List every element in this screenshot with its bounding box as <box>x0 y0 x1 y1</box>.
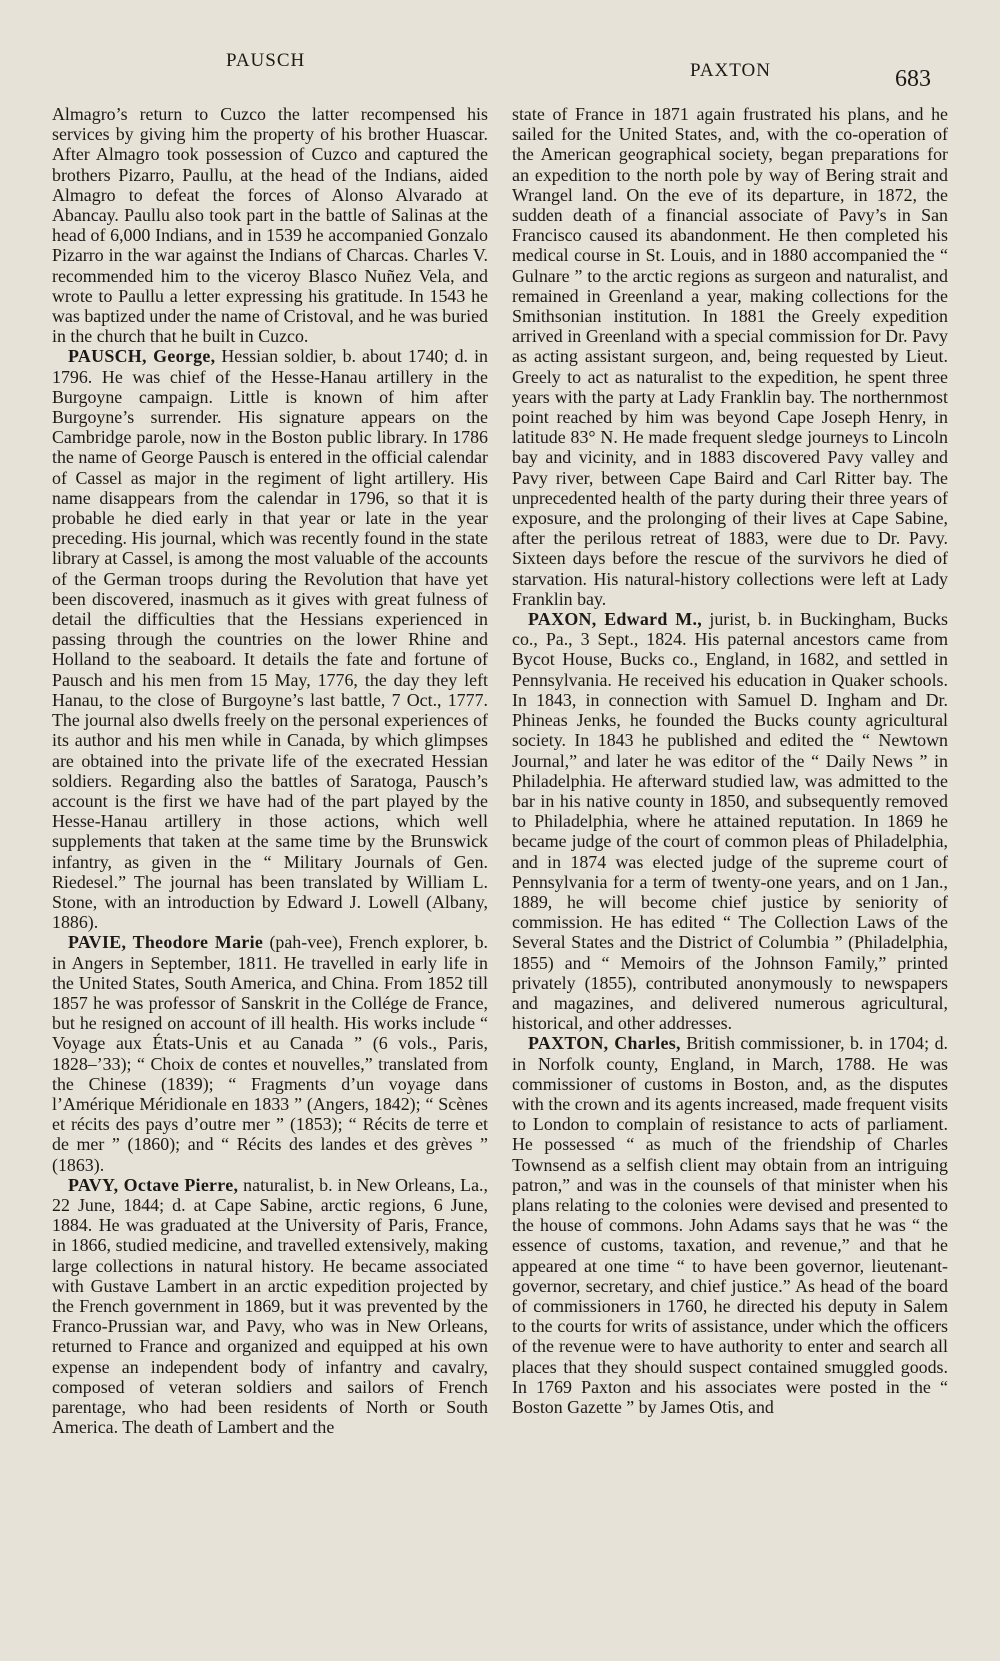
entry-paxon <box>512 609 948 1033</box>
running-head-right: PAXTON <box>690 60 771 81</box>
entry-heading-paxon: PAXON, Edward M., <box>528 609 703 630</box>
entry-text-pausch: Hessian soldier, b. about 1740; d. in 1796. He was chief of the Hesse-Hanau artillery in the Burgoyne campaign. Little is known of him after Burgoyne’s surrender. His signature appears on the Cambridge parole, now in the Boston public library. In 1786 the name of George Pausch is entered in the official calendar of Cassel as major in the regiment of light artillery. His name disappears from the calendar in 1796, so that it is probable he died early in that year or late in the year preceding. His journal, which was recently found in the state library at Cassel, is among the most valuable of the accounts of the German troops during the Revolution that have yet been discovered, inasmuch as it gives with great fulness of detail the difficulties that the Hessians experienced in passing through the countries on the lower Rhine and Holland to the seaboard. It details the fate and fortune of Pausch and his men from 15 May, 1776, the day they left Hanau, to the close of Burgoyne’s last battle, 7 Oct., 1777. The journal also dwells freely on the personal experiences of its author and his men while in Canada, by which glimpses are obtained into the private life of the execrated Hessian soldiers. Regarding also the battles of Saratoga, Pausch’s account is the first we have had of the part played by the Hesse-Hanau artillery in those actions, which well supplements that taken at the same time by the Brunswick infantry, as given in the “ Military Journals of Gen. Riedesel.” The journal has been translated by William L. Stone, with an introduction by Edward J. Lowell (Albany, 1886). <box>52 346 488 933</box>
right-column <box>512 104 948 1417</box>
entry-heading-pavie: PAVIE, Theodore Marie <box>68 932 264 953</box>
entry-heading-paxton: PAXTON, Charles, <box>528 1033 681 1054</box>
entry-pavy <box>52 1175 488 1438</box>
running-head-left: PAUSCH <box>226 50 306 71</box>
entry-heading-pausch: PAUSCH, George, <box>68 346 216 367</box>
entry-continuation-pavy: state of France in 1871 again frustrated his plans, and he sailed for the United States, and, with the co-operation of the American geographical society, began preparations for an expedition to the north pole by way of Bering strait and Wrangel land. On the eve of its departure, in 1872, the sudden death of a financial associate of Pavy’s in San Francisco caused its abandonment. He then completed his medical course in St. Louis, and in 1880 accompanied the “ Gulnare ” to the arctic regions as surgeon and naturalist, and remained in Greenland a year, making collections for the Smithsonian institution. In 1881 the Greely expedition arrived in Greenland with a special commission for Dr. Pavy as acting assistant surgeon, and, being requested by Lieut. Greely to act as naturalist to the expedition, he spent three years with the party at Lady Franklin bay. The northernmost point reached by him was beyond Cape Joseph Henry, in latitude 83° N. He made frequent sledge journeys to Lincoln bay and vicinity, and in 1883 discovered Pavy valley and Pavy river, between Cape Baird and Carl Ritter bay. The unprecedented health of the party during their three years of exposure, and the prolonging of their lives at Cape Sabine, after the perilous retreat of 1883, were due to Dr. Pavy. Sixteen days before the rescue of the survivors he died of starvation. His natural-history collections were left at Lady Franklin bay. <box>512 104 948 609</box>
entry-continuation-paullu: Almagro’s return to Cuzco the latter recompensed his services by giving him the property of his brother Huascar. After Almagro took possession of Cuzco and captured the brothers Pizarro, Paullu, at the head of the Indians, aided Almagro to defeat the forces of Alonso Alvarado at Abancay. Paullu also took part in the battle of Salinas at the head of 6,000 Indians, and in 1539 he accompanied Gonzalo Pizarro in the war against the Indians of Charcas. Charles V. recommended him to the viceroy Blasco Nuñez Vela, and wrote to Paullu a letter expressing his gratitude. In 1543 he was baptized under the name of Cristoval, and he was buried in the church that he built in Cuzco. <box>52 104 488 347</box>
page-number: 683 <box>895 66 931 92</box>
left-column <box>52 104 488 1437</box>
entry-text-pavie: (pah-vee), French explorer, b. in Angers in September, 1811. He travelled in early life in the United States, South America, and China. From 1852 till 1857 he was professor of Sanskrit in the Collége de France, but he resigned on account of ill health. His works include “ Voyage aux États-Unis et au Canada ” (6 vols., Paris, 1828–’33); “ Choix de contes et nouvelles,” translated from the Chinese (1839); “ Fragments d’un voyage dans l’Amérique Méridionale en 1833 ” (Angers, 1842); “ Scènes et récits des pays d’outre mer ” (1853); “ Récits de terre et de mer ” (1860); and “ Récits des landes et des grèves ” (1863). <box>52 932 489 1175</box>
entry-pausch <box>52 346 488 932</box>
entry-heading-pavy: PAVY, Octave Pierre, <box>68 1174 239 1195</box>
entry-text-paxon: jurist, b. in Buckingham, Bucks co., Pa., 3 Sept., 1824. His paternal ancestors came from Bycot House, Bucks co., England, in 1682, and settled in Pennsylvania. He received his education in Quaker schools. In 1843, in connection with Samuel D. Ingham and Dr. Phineas Jenks, he founded the Bucks county agricultural society. In 1843 he published and edited the “ Newtown Journal,” and later he was editor of the “ Daily News ” in Philadelphia. He afterward studied law, was admitted to the bar in his native county in 1850, and subsequently removed to Philadelphia, where he attained reputation. In 1869 he became judge of the court of common pleas of Philadelphia, and in 1874 was elected judge of the supreme court of Pennsylvania for a term of twenty-one years, and on 1 Jan., 1889, he will become chief justice by seniority of commission. He has edited “ The Collection Laws of the Several States and the District of Columbia ” (Philadelphia, 1855) and “ Memoirs of the Johnson Family,” printed privately (1855), contributed anonymously to newspapers and magazines, and delivered numerous agricultural, historical, and other addresses. <box>512 609 949 1034</box>
entry-text-paxton: British commissioner, b. in 1704; d. in Norfolk county, England, in March, 1788. He was commissioner of customs in Boston, and, as the disputes with the crown and its agents increased, made frequent visits to London to complain of resistance to acts of parliament. He possessed “ as much of the friendship of Charles Townsend as a selfish client may obtain from an intriguing patron,” and was in the counsels of that minister when his plans relating to the colonies were devised and presented to the house of commons. John Adams says that he was “ the essence of customs, taxation, and revenue,” and that he appeared at one time “ to have been governor, lieutenant-governor, secretary, and chief justice.” As head of the board of commissioners in 1760, he directed his deputy in Salem to the courts for writs of assistance, under which the officers of the revenue were to have authority to enter and search all places that they should suspect contained smuggled goods. In 1769 Paxton and his associates were posted in the “ Boston Gazette ” by James Otis, and <box>512 1033 948 1417</box>
entry-pavie <box>52 932 488 1174</box>
entry-text-pavy: naturalist, b. in New Orleans, La., 22 June, 1844; d. at Cape Sabine, arctic regions, 6 June, 1884. He was graduated at the University of Paris, France, in 1866, studied medicine, and travelled extensively, making large collections in natural history. He became associated with Gustave Lambert in an arctic expedition projected by the French government in 1869, but it was prevented by the Franco-Prussian war, and Pavy, who was in New Orleans, returned to France and organized and equipped at his own expense an independent body of infantry and cavalry, composed of veteran soldiers and sailors of French parentage, who had been residents of North or South America. The death of Lambert and the <box>52 1174 488 1438</box>
entry-paxton <box>512 1033 948 1417</box>
